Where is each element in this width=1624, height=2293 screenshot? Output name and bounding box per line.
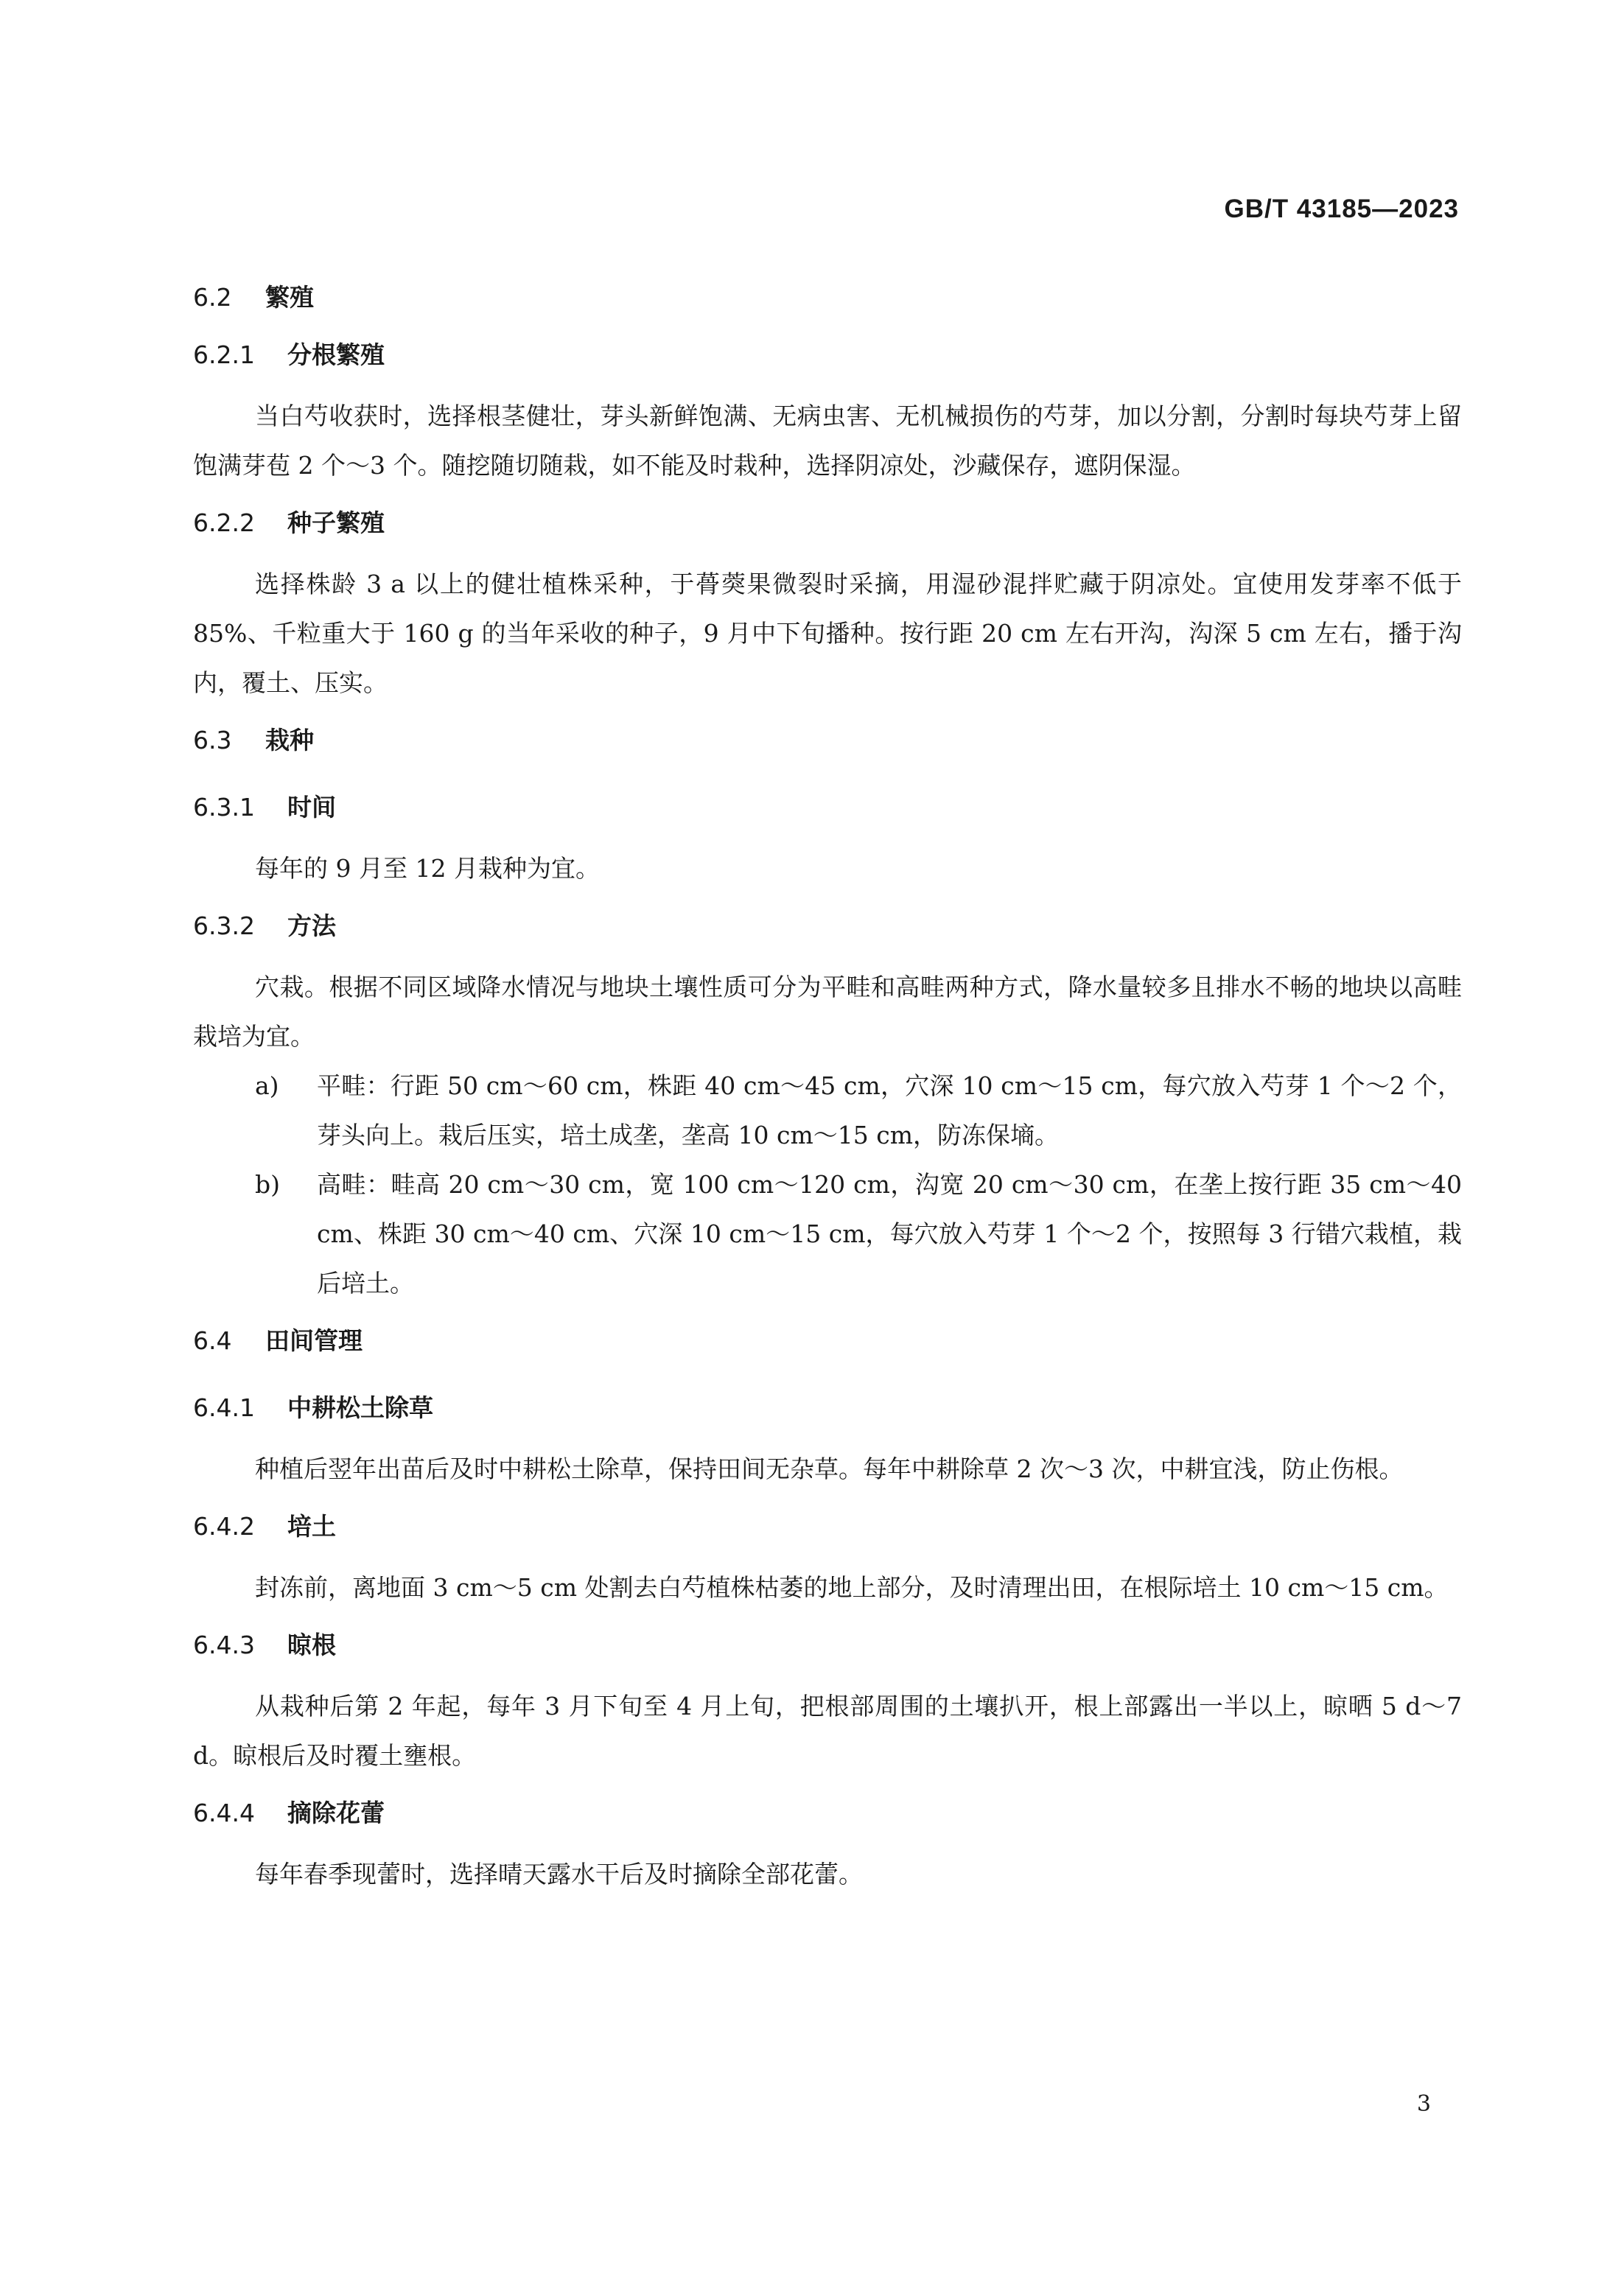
section-heading-6-4-4 xyxy=(193,1797,1462,1830)
paragraph-6-4-2: 封冻前，离地面 3 cm～5 cm 处割去白芍植株枯萎的地上部分，及时清理出田，在根际培土 10 cm～15 cm。 xyxy=(255,1573,1449,1602)
page-number: 3 xyxy=(1416,2091,1431,2117)
section-title: 方法 xyxy=(287,911,336,940)
section-title: 田间管理 xyxy=(265,1326,363,1355)
paragraph-6-3-2: 穴栽。根据不同区域降水情况与地块土壤性质可分为平畦和高畦两种方式，降水量较多且排水不畅的地块以高畦栽培为宜。 xyxy=(193,973,1462,1051)
section-number: 6.4.4 xyxy=(193,1799,255,1827)
section-heading-6-2-1 xyxy=(193,339,1462,371)
section-title: 种子繁殖 xyxy=(287,508,385,537)
section-heading-6-4-2 xyxy=(193,1510,1462,1543)
list-marker: b) xyxy=(255,1170,280,1199)
list-item-a xyxy=(193,1061,1462,1160)
section-title: 晾根 xyxy=(287,1631,336,1659)
section-heading-6-3-2 xyxy=(193,910,1462,942)
section-number: 6.2.1 xyxy=(193,340,255,369)
section-heading-6-2-2 xyxy=(193,507,1462,539)
section-title: 繁殖 xyxy=(265,283,314,312)
section-heading-6-4-1 xyxy=(193,1392,1462,1424)
section-number: 6.2.2 xyxy=(193,508,255,537)
section-number: 6.3.1 xyxy=(193,793,255,822)
section-heading-6-4 xyxy=(193,1325,1462,1357)
section-number: 6.4.1 xyxy=(193,1393,255,1422)
paragraph-6-2-2: 选择株龄 3 a 以上的健壮植株采种，于蓇葖果微裂时采摘，用湿砂混拌贮藏于阴凉处。宜使用发芽率不低于 85%、千粒重大于 160 g 的当年采收的种子，9 月中下旬播种。按行距 20 cm 左右开沟，沟深 5 cm 左右，播于沟内，覆土、压实。 xyxy=(193,570,1462,697)
standard-code: GB/T 43185—2023 xyxy=(1224,195,1459,223)
list-item-text: 高畦：畦高 20 cm～30 cm，宽 100 cm～120 cm，沟宽 20 cm～30 cm，在垄上按行距 35 cm～40 cm、株距 30 cm～40 cm、穴深 10 cm～15 cm，每穴放入芍芽 1 个～2 个，按照每 3 行错穴栽植，栽后培土。 xyxy=(317,1170,1462,1298)
section-number: 6.3 xyxy=(193,726,232,755)
document-body xyxy=(193,281,1462,1899)
list-marker: a) xyxy=(255,1071,279,1100)
section-title: 分根繁殖 xyxy=(287,340,385,369)
section-title: 中耕松土除草 xyxy=(287,1393,433,1422)
list-item-b xyxy=(193,1160,1462,1308)
paragraph-6-2-1: 当白芍收获时，选择根茎健壮，芽头新鲜饱满、无病虫害、无机械损伤的芍芽，加以分割，分割时每块芍芽上留饱满芽苞 2 个～3 个。随挖随切随栽，如不能及时栽种，选择阴凉处，沙藏保存，遮阴保湿。 xyxy=(193,402,1462,480)
section-heading-6-2 xyxy=(193,281,1462,314)
section-heading-6-3-1 xyxy=(193,791,1462,824)
section-number: 6.4 xyxy=(193,1326,232,1355)
section-number: 6.2 xyxy=(193,283,232,312)
section-title: 摘除花蕾 xyxy=(287,1799,385,1827)
section-number: 6.4.2 xyxy=(193,1512,255,1541)
paragraph-6-4-1: 种植后翌年出苗后及时中耕松土除草，保持田间无杂草。每年中耕除草 2 次～3 次，中耕宜浅，防止伤根。 xyxy=(255,1454,1404,1483)
section-number: 6.3.2 xyxy=(193,911,255,940)
section-heading-6-3 xyxy=(193,724,1462,757)
section-title: 培土 xyxy=(287,1512,336,1541)
list-item-text: 平畦：行距 50 cm～60 cm，株距 40 cm～45 cm，穴深 10 cm～15 cm，每穴放入芍芽 1 个～2 个，芽头向上。栽后压实，培土成垄，垄高 10 cm～15 cm，防冻保墒。 xyxy=(317,1071,1462,1149)
paragraph-6-4-4: 每年春季现蕾时，选择晴天露水干后及时摘除全部花蕾。 xyxy=(255,1860,863,1888)
paragraph-6-3-1: 每年的 9 月至 12 月栽种为宜。 xyxy=(255,854,600,883)
section-heading-6-4-3 xyxy=(193,1629,1462,1662)
section-number: 6.4.3 xyxy=(193,1631,255,1659)
section-title: 栽种 xyxy=(265,726,314,755)
section-title: 时间 xyxy=(287,793,336,822)
paragraph-6-4-3: 从栽种后第 2 年起，每年 3 月下旬至 4 月上旬，把根部周围的土壤扒开，根上部露出一半以上，晾晒 5 d～7 d。晾根后及时覆土壅根。 xyxy=(193,1692,1462,1770)
